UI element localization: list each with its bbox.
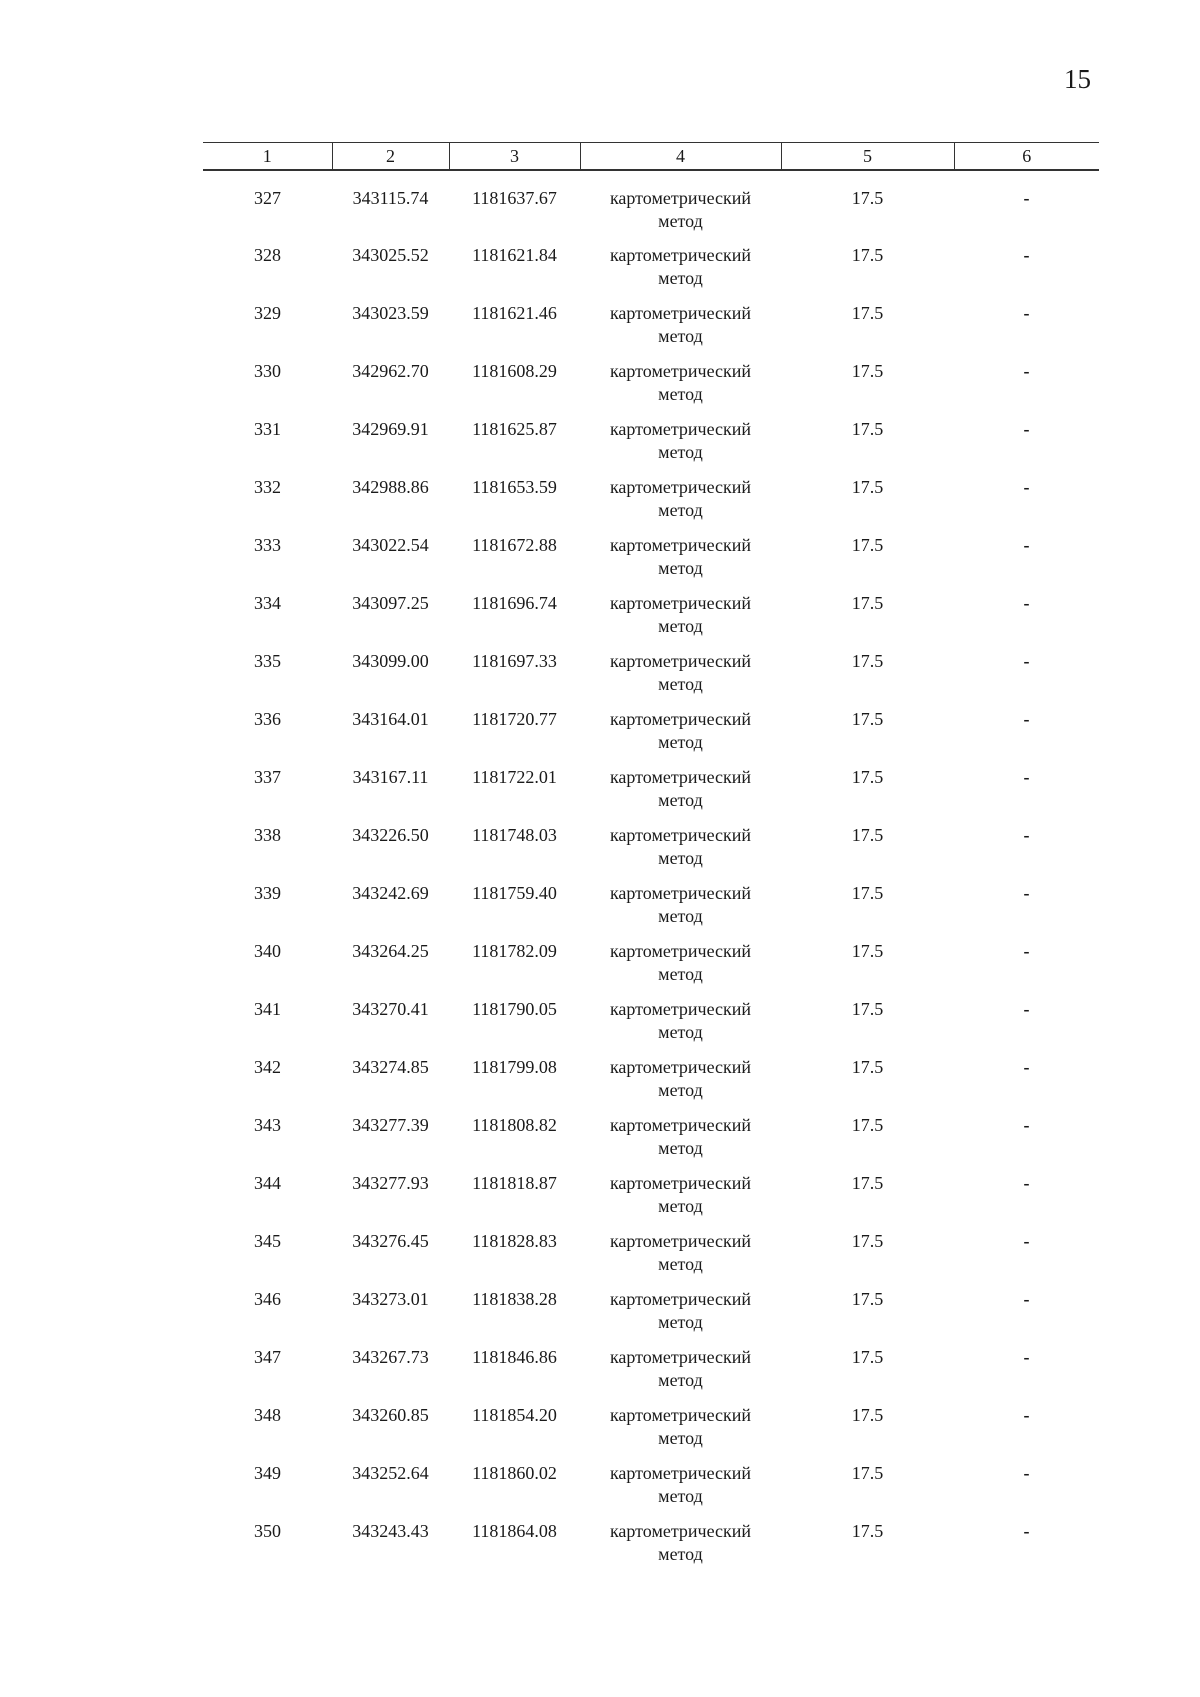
extra-value: - — [1023, 941, 1030, 961]
page-number: 15 — [1064, 64, 1091, 94]
method-text-line2: метод — [658, 674, 703, 694]
coordinate-x: 342988.86 — [352, 477, 429, 497]
coordinate-x: 342969.91 — [352, 419, 429, 439]
point-number: 337 — [254, 767, 281, 787]
column-header-3: 3 — [449, 143, 580, 171]
coordinate-x: 343252.64 — [352, 1463, 429, 1483]
table-row — [203, 534, 1099, 592]
coordinate-y: 1181621.84 — [472, 245, 557, 265]
method-text-line2: метод — [658, 906, 703, 926]
accuracy-value: 17.5 — [851, 245, 884, 265]
method-text-line2: метод — [658, 1312, 703, 1332]
method-text-line1: картометрический — [609, 593, 752, 613]
coordinate-y: 1181864.08 — [472, 1521, 557, 1541]
point-number: 339 — [254, 883, 281, 903]
method-text-line2: метод — [658, 732, 703, 752]
method-text-line2: метод — [658, 616, 703, 636]
table-row — [203, 940, 1099, 998]
coordinate-y: 1181808.82 — [472, 1115, 557, 1135]
table-row — [203, 708, 1099, 766]
column-header-4: 4 — [580, 143, 781, 171]
method-text-line1: картометрический — [609, 477, 752, 497]
accuracy-value: 17.5 — [851, 1463, 884, 1483]
method-cell — [580, 1230, 781, 1288]
point-number: 327 — [254, 188, 281, 208]
method-text-line2: метод — [658, 1370, 703, 1390]
point-number: 332 — [254, 477, 281, 497]
coordinate-x: 343273.01 — [352, 1289, 429, 1309]
accuracy-value: 17.5 — [851, 999, 884, 1019]
table-row — [203, 1056, 1099, 1114]
coordinate-y: 1181637.67 — [472, 188, 557, 208]
coordinate-y: 1181722.01 — [472, 767, 557, 787]
method-text-line2: метод — [658, 1428, 703, 1448]
method-cell — [580, 1288, 781, 1346]
table-header-row — [203, 143, 1099, 171]
accuracy-value: 17.5 — [851, 825, 884, 845]
coordinates-table-container — [203, 142, 1099, 1578]
extra-value: - — [1023, 825, 1030, 845]
accuracy-value: 17.5 — [851, 1173, 884, 1193]
coordinate-y: 1181782.09 — [472, 941, 557, 961]
extra-value: - — [1023, 767, 1030, 787]
method-text-line1: картометрический — [609, 1347, 752, 1367]
table-row — [203, 170, 1099, 244]
coordinate-x: 343243.43 — [352, 1521, 429, 1541]
method-text-line2: метод — [658, 558, 703, 578]
extra-value: - — [1023, 303, 1030, 323]
coordinate-x: 343270.41 — [352, 999, 429, 1019]
accuracy-value: 17.5 — [851, 709, 884, 729]
coordinate-y: 1181696.74 — [472, 593, 557, 613]
table-row — [203, 1114, 1099, 1172]
coordinate-y: 1181697.33 — [472, 651, 557, 671]
method-text-line1: картометрический — [609, 1057, 752, 1077]
accuracy-value: 17.5 — [851, 535, 884, 555]
coordinate-x: 343097.25 — [352, 593, 429, 613]
extra-value: - — [1023, 999, 1030, 1019]
point-number: 336 — [254, 709, 281, 729]
coordinate-y: 1181653.59 — [472, 477, 557, 497]
accuracy-value: 17.5 — [851, 1405, 884, 1425]
coordinate-x: 343260.85 — [352, 1405, 429, 1425]
coordinates-table — [203, 142, 1099, 1578]
method-text-line2: метод — [658, 442, 703, 462]
extra-value: - — [1023, 1521, 1030, 1541]
point-number: 341 — [254, 999, 281, 1019]
coordinate-x: 343274.85 — [352, 1057, 429, 1077]
coordinate-x: 343267.73 — [352, 1347, 429, 1367]
method-cell — [580, 592, 781, 650]
accuracy-value: 17.5 — [851, 1115, 884, 1135]
method-cell — [580, 1520, 781, 1578]
method-cell — [580, 1172, 781, 1230]
table-row — [203, 244, 1099, 302]
method-text-line2: метод — [658, 384, 703, 404]
coordinate-x: 343023.59 — [352, 303, 429, 323]
point-number: 344 — [254, 1173, 281, 1193]
coordinate-y: 1181828.83 — [472, 1231, 557, 1251]
column-header-5: 5 — [781, 143, 954, 171]
extra-value: - — [1023, 883, 1030, 903]
accuracy-value: 17.5 — [851, 1231, 884, 1251]
method-text-line1: картометрический — [609, 1405, 752, 1425]
extra-value: - — [1023, 361, 1030, 381]
coordinate-x: 343276.45 — [352, 1231, 429, 1251]
extra-value: - — [1023, 1347, 1030, 1367]
point-number: 349 — [254, 1463, 281, 1483]
accuracy-value: 17.5 — [851, 477, 884, 497]
method-cell — [580, 476, 781, 534]
method-text-line1: картометрический — [609, 651, 752, 671]
accuracy-value: 17.5 — [851, 1057, 884, 1077]
table-body — [203, 170, 1099, 1578]
method-cell — [580, 708, 781, 766]
method-text-line1: картометрический — [609, 1463, 752, 1483]
method-text-line2: метод — [658, 1080, 703, 1100]
table-row — [203, 1346, 1099, 1404]
coordinate-y: 1181854.20 — [472, 1405, 557, 1425]
accuracy-value: 17.5 — [851, 651, 884, 671]
coordinate-y: 1181720.77 — [472, 709, 557, 729]
method-cell — [580, 940, 781, 998]
table-row — [203, 1172, 1099, 1230]
point-number: 340 — [254, 941, 281, 961]
coordinate-y: 1181838.28 — [472, 1289, 557, 1309]
accuracy-value: 17.5 — [851, 767, 884, 787]
method-text-line1: картометрический — [609, 1173, 752, 1193]
extra-value: - — [1023, 1463, 1030, 1483]
point-number: 343 — [254, 1115, 281, 1135]
extra-value: - — [1023, 1289, 1030, 1309]
method-text-line1: картометрический — [609, 709, 752, 729]
method-cell — [580, 650, 781, 708]
point-number: 346 — [254, 1289, 281, 1309]
method-cell — [580, 998, 781, 1056]
method-text-line2: метод — [658, 268, 703, 288]
coordinate-y: 1181608.29 — [472, 361, 557, 381]
point-number: 329 — [254, 303, 281, 323]
column-header-1: 1 — [203, 143, 332, 171]
table-row — [203, 1520, 1099, 1578]
method-text-line2: метод — [658, 326, 703, 346]
method-text-line2: метод — [658, 1254, 703, 1274]
table-row — [203, 650, 1099, 708]
table-row — [203, 882, 1099, 940]
coordinate-y: 1181846.86 — [472, 1347, 557, 1367]
extra-value: - — [1023, 188, 1030, 208]
method-text-line2: метод — [658, 1196, 703, 1216]
method-cell — [580, 418, 781, 476]
table-row — [203, 592, 1099, 650]
method-text-line1: картометрический — [609, 303, 752, 323]
method-text-line1: картометрический — [609, 535, 752, 555]
table-row — [203, 766, 1099, 824]
coordinate-y: 1181860.02 — [472, 1463, 557, 1483]
coordinate-x: 343022.54 — [352, 535, 429, 555]
extra-value: - — [1023, 709, 1030, 729]
accuracy-value: 17.5 — [851, 883, 884, 903]
method-cell — [580, 1114, 781, 1172]
method-cell — [580, 824, 781, 882]
method-cell — [580, 882, 781, 940]
table-row — [203, 998, 1099, 1056]
table-row — [203, 418, 1099, 476]
accuracy-value: 17.5 — [851, 1521, 884, 1541]
method-text-line1: картометрический — [609, 825, 752, 845]
method-cell — [580, 1346, 781, 1404]
table-row — [203, 1404, 1099, 1462]
method-text-line2: метод — [658, 1486, 703, 1506]
method-text-line2: метод — [658, 964, 703, 984]
method-text-line1: картометрический — [609, 941, 752, 961]
point-number: 328 — [254, 245, 281, 265]
accuracy-value: 17.5 — [851, 1289, 884, 1309]
table-row — [203, 1462, 1099, 1520]
coordinate-x: 342962.70 — [352, 361, 429, 381]
point-number: 338 — [254, 825, 281, 845]
accuracy-value: 17.5 — [851, 188, 884, 208]
method-text-line1: картометрический — [609, 1289, 752, 1309]
extra-value: - — [1023, 535, 1030, 555]
point-number: 347 — [254, 1347, 281, 1367]
method-text-line1: картометрический — [609, 188, 752, 208]
table-row — [203, 360, 1099, 418]
coordinate-y: 1181672.88 — [472, 535, 557, 555]
coordinate-y: 1181625.87 — [472, 419, 557, 439]
point-number: 333 — [254, 535, 281, 555]
point-number: 350 — [254, 1521, 281, 1541]
method-cell — [580, 1404, 781, 1462]
coordinate-y: 1181818.87 — [472, 1173, 557, 1193]
method-text-line1: картометрический — [609, 883, 752, 903]
method-cell — [580, 302, 781, 360]
extra-value: - — [1023, 1057, 1030, 1077]
accuracy-value: 17.5 — [851, 303, 884, 323]
accuracy-value: 17.5 — [851, 419, 884, 439]
extra-value: - — [1023, 1231, 1030, 1251]
method-text-line2: метод — [658, 848, 703, 868]
table-row — [203, 1288, 1099, 1346]
method-text-line2: метод — [658, 790, 703, 810]
point-number: 348 — [254, 1405, 281, 1425]
method-cell — [580, 1056, 781, 1114]
method-text-line1: картометрический — [609, 1231, 752, 1251]
coordinate-y: 1181799.08 — [472, 1057, 557, 1077]
coordinate-x: 343115.74 — [352, 188, 429, 208]
point-number: 334 — [254, 593, 281, 613]
table-row — [203, 824, 1099, 882]
point-number: 342 — [254, 1057, 281, 1077]
method-cell — [580, 1462, 781, 1520]
method-cell — [580, 244, 781, 302]
method-text-line1: картометрический — [609, 767, 752, 787]
point-number: 331 — [254, 419, 281, 439]
accuracy-value: 17.5 — [851, 361, 884, 381]
extra-value: - — [1023, 477, 1030, 497]
extra-value: - — [1023, 245, 1030, 265]
method-cell — [580, 170, 781, 244]
table-row — [203, 1230, 1099, 1288]
method-cell — [580, 534, 781, 592]
coordinate-y: 1181621.46 — [472, 303, 557, 323]
method-cell — [580, 360, 781, 418]
point-number: 335 — [254, 651, 281, 671]
coordinate-y: 1181759.40 — [472, 883, 557, 903]
method-text-line1: картометрический — [609, 361, 752, 381]
column-header-6: 6 — [954, 143, 1099, 171]
extra-value: - — [1023, 593, 1030, 613]
point-number: 330 — [254, 361, 281, 381]
table-row — [203, 302, 1099, 360]
point-number: 345 — [254, 1231, 281, 1251]
coordinate-y: 1181748.03 — [472, 825, 557, 845]
coordinate-x: 343025.52 — [352, 245, 429, 265]
coordinate-y: 1181790.05 — [472, 999, 557, 1019]
coordinate-x: 343099.00 — [352, 651, 429, 671]
accuracy-value: 17.5 — [851, 593, 884, 613]
coordinate-x: 343167.11 — [352, 767, 429, 787]
table-row — [203, 476, 1099, 534]
column-header-2: 2 — [332, 143, 449, 171]
method-text-line2: метод — [658, 1022, 703, 1042]
method-text-line2: метод — [658, 500, 703, 520]
coordinate-x: 343277.93 — [352, 1173, 429, 1193]
coordinate-x: 343277.39 — [352, 1115, 429, 1135]
coordinate-x: 343242.69 — [352, 883, 429, 903]
coordinate-x: 343226.50 — [352, 825, 429, 845]
extra-value: - — [1023, 1173, 1030, 1193]
extra-value: - — [1023, 1405, 1030, 1425]
coordinate-x: 343264.25 — [352, 941, 429, 961]
extra-value: - — [1023, 419, 1030, 439]
method-cell — [580, 766, 781, 824]
coordinate-x: 343164.01 — [352, 709, 429, 729]
accuracy-value: 17.5 — [851, 941, 884, 961]
method-text-line2: метод — [658, 1544, 703, 1564]
extra-value: - — [1023, 651, 1030, 671]
method-text-line1: картометрический — [609, 1521, 752, 1541]
method-text-line1: картометрический — [609, 999, 752, 1019]
method-text-line2: метод — [658, 211, 703, 231]
method-text-line1: картометрический — [609, 1115, 752, 1135]
method-text-line1: картометрический — [609, 419, 752, 439]
method-text-line2: метод — [658, 1138, 703, 1158]
method-text-line1: картометрический — [609, 245, 752, 265]
extra-value: - — [1023, 1115, 1030, 1135]
accuracy-value: 17.5 — [851, 1347, 884, 1367]
